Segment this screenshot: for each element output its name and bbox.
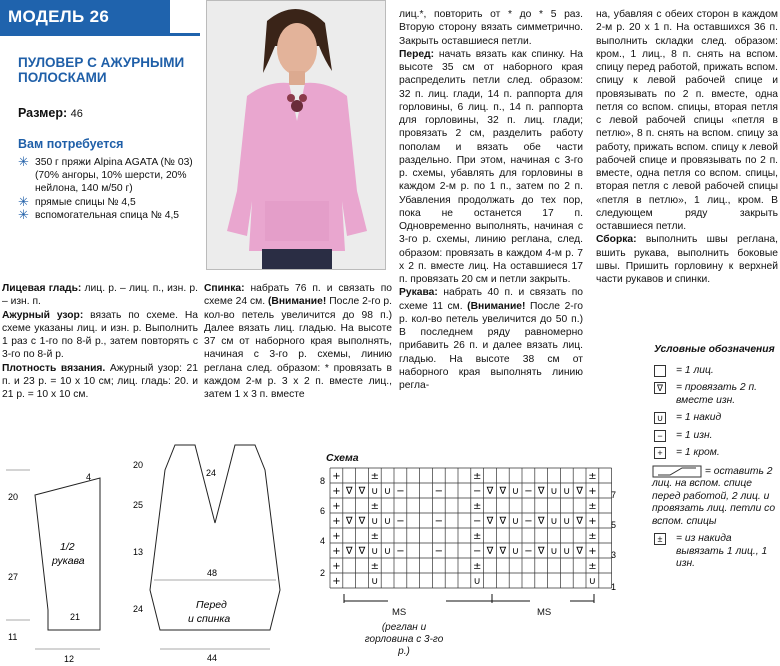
- body-label: Перед: [196, 599, 227, 611]
- chart-symbol: ∪: [511, 546, 520, 557]
- garment-diagrams: [0, 440, 320, 666]
- legend-item: = оставить 2 лиц. на вспом. спице перед работой, 2 лиц. и провязать лиц. петли со вспом. спицы: [652, 465, 776, 527]
- sleeve-dim: 12: [64, 654, 75, 664]
- pattern-title: ПУЛОВЕР С АЖУРНЫМИ ПОЛОСКАМИ: [18, 55, 185, 85]
- chart-symbol: −: [396, 486, 405, 497]
- sleeve-dim: 20: [8, 492, 19, 502]
- body-dim: 24: [206, 468, 217, 478]
- ms-arrows: [344, 594, 594, 603]
- chart-symbol: ∇: [499, 486, 507, 497]
- chart-grid: [330, 468, 612, 588]
- chart-symbol: +: [332, 471, 341, 482]
- chart-symbol: ∪: [383, 486, 392, 497]
- cable-symbol-icon: [652, 465, 702, 478]
- chart-symbol: +: [332, 501, 341, 512]
- size-line: Размер: 46: [18, 106, 83, 120]
- chart-symbol: +: [332, 576, 341, 587]
- body-dim: 25: [133, 500, 144, 510]
- asterisk-icon: ✳: [18, 206, 29, 222]
- chart-symbol: ∇: [358, 546, 366, 557]
- row-number: 3: [611, 550, 617, 560]
- chart-symbol: ∇: [345, 516, 353, 527]
- chart-symbol: ±: [473, 501, 482, 512]
- chart-symbol: ∇: [486, 486, 494, 497]
- sleeve-dim: 11: [8, 632, 18, 642]
- chart-symbol: ±: [588, 531, 597, 542]
- materials-list: [18, 156, 203, 222]
- chart-symbol: ∇: [537, 516, 545, 527]
- chart-symbol: ±: [473, 561, 482, 572]
- chart-symbol: ∇: [499, 546, 507, 557]
- row-number: 5: [611, 520, 617, 530]
- legend-item: ± = из накида вывязать 1 лиц., 1 изн.: [652, 533, 780, 571]
- model-photo: [206, 0, 386, 270]
- body-dim: 48: [207, 568, 218, 578]
- chart-symbol: ∇: [345, 546, 353, 557]
- row-number: 8: [320, 476, 326, 486]
- chart-symbol: −: [524, 516, 533, 527]
- purl-symbol-icon: −: [654, 430, 666, 442]
- row-number: 1: [611, 582, 617, 592]
- materials-item: ✳ вспомогательная спица № 4,5: [18, 206, 180, 222]
- chart-symbol: ∇: [358, 486, 366, 497]
- knit-symbol-icon: [654, 365, 666, 377]
- chart-symbol: −: [473, 516, 482, 527]
- model-header: МОДЕЛЬ 26: [0, 0, 170, 33]
- body-label: и спинка: [188, 613, 231, 625]
- legend-item: ∪ = 1 накид: [652, 412, 780, 425]
- chart-symbol: +: [332, 561, 341, 572]
- chart-symbol: −: [524, 546, 533, 557]
- materials-item: ✳ 350 г пряжи Alpina AGATA (№ 03) (70% ангоры, 10% шерсти, 20% нейлона, 140 м/50 г): [18, 154, 193, 195]
- chart-symbol: +: [588, 516, 597, 527]
- legend: [652, 344, 780, 576]
- body-dim: 24: [133, 604, 144, 614]
- chart-symbol: ∪: [371, 486, 379, 497]
- legend-item: ∇ = провязать 2 п. вместе изн.: [652, 382, 780, 407]
- body-dim: 44: [207, 653, 218, 663]
- schema-title: Схема: [326, 452, 359, 464]
- chart-symbol: ±: [588, 501, 597, 512]
- chart-symbol: ∪: [371, 576, 379, 587]
- row-number: 4: [320, 536, 326, 546]
- legend-item: = 1 лиц.: [652, 365, 780, 378]
- chart-symbol: −: [524, 486, 533, 497]
- row-number: 6: [320, 506, 326, 516]
- chart-symbol: +: [332, 486, 341, 497]
- chart-symbol: ∪: [550, 486, 558, 497]
- chart-symbol: ±: [473, 531, 482, 542]
- chart-symbol: ∪: [371, 546, 379, 557]
- woman-photo-illustration: [207, 1, 385, 269]
- chart-symbol: ∇: [537, 486, 545, 497]
- body-dim: 13: [133, 547, 144, 557]
- chart-symbol: ±: [370, 471, 379, 482]
- schema-note: (реглан и горловина с 3-го р.): [364, 622, 444, 657]
- yarnover-k1p1-symbol-icon: ±: [654, 533, 666, 545]
- sleeve-dim: 27: [8, 572, 19, 582]
- chart-symbol: ±: [473, 471, 482, 482]
- chart-symbol: −: [473, 486, 482, 497]
- legend-item: + = 1 кром.: [652, 447, 780, 460]
- knitting-chart: [318, 464, 618, 604]
- chart-symbol: ∇: [576, 516, 583, 527]
- chart-symbol: ∇: [537, 546, 545, 557]
- purl2tog-symbol-icon: ∇: [654, 382, 666, 394]
- legend-item: − = 1 изн.: [652, 430, 780, 443]
- header-rule: [0, 33, 200, 36]
- text-column-1: Лицевая гладь: лиц. р. – лиц. п., изн. р. – изн. п. Ажурный узор: вязать по схеме. На схеме указаны лиц. и изн. р. Выполнить 1 раз с 1-го по 8-й р., затем повторять с 3-го по 8-й р. Плотность вязания. Ажурный узор: 21 п. и 23 р. = 10 х 10 см; лиц. гладь: 20. и 21 р. = 10 х 10 см.: [2, 283, 198, 400]
- row-number: 7: [611, 490, 617, 500]
- chart-symbol: +: [332, 516, 341, 527]
- chart-symbol: +: [332, 546, 341, 557]
- chart-symbol: ±: [588, 471, 597, 482]
- chart-symbol: ∇: [486, 546, 494, 557]
- chart-symbol: ∇: [576, 486, 583, 497]
- sleeve-label: рукава: [52, 555, 85, 567]
- chart-symbol: ∪: [563, 516, 571, 527]
- text-column-3: лиц.*, повторить от * до * 5 раз. Вторую сторону вязать симметрично. Закрыть оставшиеся петли. Перед: начать вязать как спинку. На высоте 35 см от наборного края распределить петли след. образом: 32 п. лиц. глади, 14 п. раппорта для горловины, 6 лиц. п., 14 п. раппорта для горловины, 32 п. лиц. глади; провязать 2 см, разделить работу пополам и вязать обе части раздельно. При этом, начиная с 3-го р. схемы, убавлять для горловины в каждом 2-м р. по 1 п., затем по 2 п. Убавления продолжать до тех пор, пока не останется 17 п. Одновременно выполнять, начиная с 3-го р. схемы, линию реглана, след. образом: провязать в каждом 4-м р. 7 х 2 п. вместе лиц. На оставшиеся 17 п. провязать 20 см и петли закрыть. Рукава: набрать 40 п. и связать по схеме 11 см. (Внимание! После 2-го р. кол-во петель увеличится до 50 п.) В последнем ряду равномерно прибавить 26 п. и далее вязать лиц. гладью. На высоте 38 см от наборного края выполнять линию регла-: [399, 9, 583, 391]
- chart-symbol: +: [588, 546, 597, 557]
- materials-item: ✳ прямые спицы № 4,5: [18, 193, 136, 209]
- chart-symbol: ∪: [550, 516, 558, 527]
- ms-label: MS: [537, 607, 552, 618]
- chart-symbol: ∪: [563, 546, 571, 557]
- chart-symbol: ∪: [511, 516, 520, 527]
- chart-symbol: −: [396, 516, 405, 527]
- chart-symbol: ∪: [563, 486, 571, 497]
- ms-label: MS: [392, 607, 407, 618]
- text-column-2: Спинка: набрать 76 п. и связать по схеме 24 см. (Внимание! После 2-го р. кол-во петель увеличится до 98 п.) Далее вязать лиц. гладью. На высоте 37 см от наборного края выполнять, начиная с 3-го р. схемы, линию реглана след. образом: * провязать в каждом 2-м р. 3 х 2 п. вместе лиц., затем 1 х 3 п. вместе: [204, 283, 393, 400]
- chart-symbol: ∇: [345, 486, 353, 497]
- chart-symbol: ∪: [588, 576, 597, 587]
- edge-stitch-symbol-icon: +: [654, 447, 666, 459]
- chart-symbol: ±: [370, 561, 379, 572]
- chart-symbol: +: [588, 486, 597, 497]
- chart-symbol: ∪: [371, 516, 379, 527]
- chart-symbol: ∪: [383, 546, 392, 557]
- legend-title: Условные обозначения: [654, 344, 775, 355]
- chart-symbol: ∇: [499, 516, 507, 527]
- chart-symbol: ∪: [511, 486, 520, 497]
- chart-symbol: ±: [588, 561, 597, 572]
- chart-symbol: −: [473, 546, 482, 557]
- chart-symbol: ∪: [473, 576, 481, 587]
- row-number: 2: [320, 568, 326, 578]
- asterisk-icon: ✳: [18, 154, 29, 169]
- text-column-4: на, убавляя с обеих сторон в каждом 2-м р. 20 х 1 п. На оставшихся 36 п. выполнить складки след. образом: кром., 1 лиц., 8 п. снять на вспом. спицу перед работой, прижать вспом. спицу к левой рабочей спице и провязывать по 2 п. вместе, одна петля со вспом. спицы, вторая петля с левой рабочей спицы «петля в петлю», 8 п. снять на вспом. спицу за работу, прижать вспом. спицу к левой рабочей спице и провязывать по 2 п. вместе, одна петля со вспом. спицы, вторая петля с левой рабочей спицы «петля в петлю», 1 лиц., кром. В следующем ряду закрыть оставшиеся петли. Сборка: выполнить швы реглана, вшить рукава, выполнить боковые швы. Пришить горловину к верхней части рукавов и спинки.: [596, 9, 778, 285]
- chart-symbol: ∇: [486, 516, 494, 527]
- chart-symbol: ∪: [550, 546, 558, 557]
- row-numbers-left: [320, 476, 325, 578]
- chart-symbol: ±: [370, 501, 379, 512]
- sleeve-dim: 21: [70, 612, 81, 622]
- materials-heading: Вам потребуется: [18, 137, 124, 151]
- chart-symbol: ±: [370, 531, 379, 542]
- chart-symbol: ∪: [383, 516, 392, 527]
- asterisk-icon: ✳: [18, 193, 29, 209]
- chart-symbol: +: [332, 531, 341, 542]
- chart-symbol: ∇: [358, 516, 366, 527]
- chart-symbol: ∇: [576, 546, 583, 557]
- sleeve-dim: 4: [86, 472, 92, 482]
- chart-symbol: −: [396, 546, 405, 557]
- chart-symbol: −: [434, 546, 443, 557]
- sleeve-label: 1/2: [60, 541, 75, 553]
- chart-symbol: −: [434, 486, 443, 497]
- chart-symbol: −: [434, 516, 443, 527]
- yarnover-symbol-icon: ∪: [654, 412, 666, 424]
- body-dim: 20: [133, 460, 144, 470]
